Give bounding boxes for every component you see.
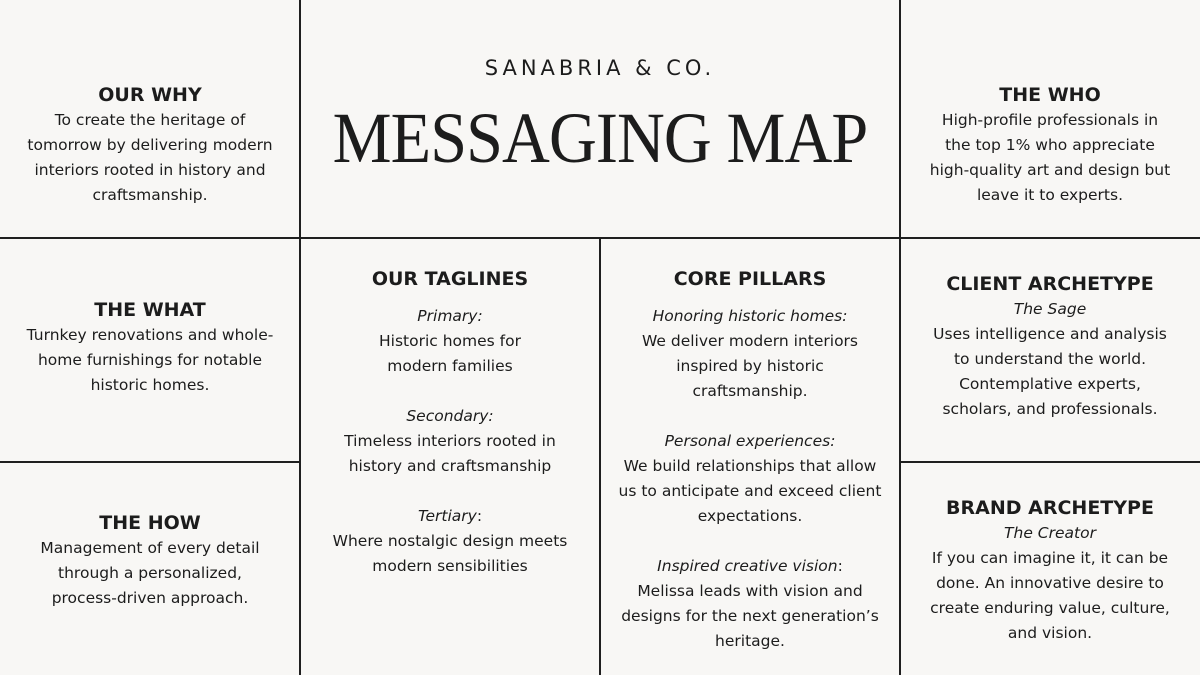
brand-archetype-subtitle: The Creator [1004,524,1096,542]
taglines-section [300,266,600,579]
pillar-2-line: us to anticipate and exceed client [618,482,882,500]
client-archetype-section [900,271,1200,422]
tagline-tertiary-label: Tertiary [417,507,477,525]
how-line: through a personalized, [58,564,242,582]
pillar-1-line: We deliver modern interiors [641,332,859,350]
what-heading: THE WHAT [94,299,206,321]
what-section [0,297,300,398]
pillar-3-line: designs for the next generation’s [621,607,879,625]
divider-h-left-bottom [0,461,300,463]
pillar-3-line: heritage. [715,632,785,650]
what-line: historic homes. [90,376,210,394]
why-heading: OUR WHY [98,84,202,106]
pillar-2-line: We build relationships that allow [623,457,877,475]
tagline-primary-line: modern families [387,357,513,375]
brand-archetype-section [900,495,1200,646]
tagline-tertiary-colon: : [476,507,483,525]
why-line: tomorrow by delivering modern [27,136,273,154]
client-archetype-line: scholars, and professionals. [942,400,1158,418]
how-line: Management of every detail [40,539,260,557]
why-section [0,82,300,208]
divider-h-right-bottom [900,461,1200,463]
pillar-2-label: Personal experiences: [664,432,836,450]
taglines-heading: OUR TAGLINES [371,268,529,290]
brand-archetype-line: and vision. [1007,624,1093,642]
client-archetype-line: to understand the world. [953,350,1147,368]
tagline-tertiary-line: Where nostalgic design meets [332,532,568,550]
brand-archetype-line: If you can imagine it, it can be [931,549,1169,567]
who-heading: THE WHO [999,84,1101,106]
brand-archetype-heading: BRAND ARCHETYPE [946,497,1154,519]
pillars-section [600,266,900,654]
tagline-tertiary-label-row [300,504,600,529]
who-line: the top 1% who appreciate [945,136,1155,154]
pillar-3-colon: : [837,557,843,575]
pillar-2-line: expectations. [697,507,803,525]
pillar-1-line: inspired by historic [676,357,824,375]
why-line: craftsmanship. [92,186,208,204]
who-section [900,82,1200,208]
why-line: interiors rooted in history and [34,161,266,179]
what-line: home furnishings for notable [37,351,263,369]
client-archetype-line: Contemplative experts, [959,375,1141,393]
how-heading: THE HOW [99,512,201,534]
why-line: To create the heritage of [54,111,246,129]
client-archetype-subtitle: The Sage [1013,300,1087,318]
pillar-1-label: Honoring historic homes: [652,307,848,325]
page-title: MESSAGING MAP [332,98,868,178]
tagline-secondary-line: Timeless interiors rooted in [344,432,556,450]
brand-name: SANABRIA & CO. [484,56,716,80]
pillars-heading: CORE PILLARS [673,268,827,290]
tagline-primary-line: Historic homes for [379,332,521,350]
how-line: process-driven approach. [51,589,249,607]
tagline-tertiary-line: modern sensibilities [372,557,528,575]
pillar-3-line: Melissa leads with vision and [637,582,863,600]
brand-archetype-line: done. An innovative desire to [936,574,1164,592]
client-archetype-heading: CLIENT ARCHETYPE [946,273,1154,295]
client-archetype-line: Uses intelligence and analysis [933,325,1167,343]
pillar-3-label: Inspired creative vision [657,557,838,575]
divider-h-top [0,237,1200,239]
brand-archetype-line: create enduring value, culture, [930,599,1170,617]
tagline-secondary-label: Secondary: [406,407,494,425]
tagline-primary-label: Primary: [417,307,483,325]
what-line: Turnkey renovations and whole- [26,326,274,344]
pillar-3-label-row [600,554,900,579]
tagline-secondary-line: history and craftsmanship [348,457,552,475]
who-line: high-quality art and design but [929,161,1171,179]
how-section [0,510,300,611]
who-line: leave it to experts. [976,186,1124,204]
pillar-1-line: craftsmanship. [692,382,808,400]
who-line: High-profile professionals in [941,111,1159,129]
